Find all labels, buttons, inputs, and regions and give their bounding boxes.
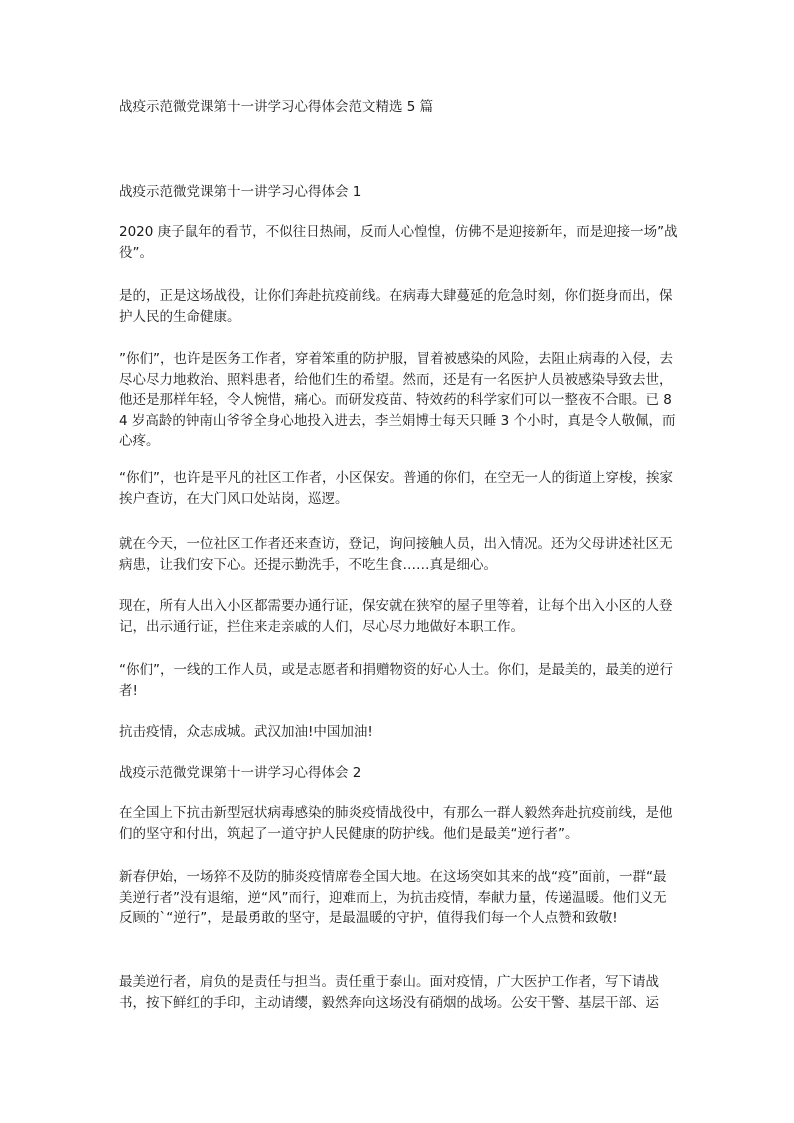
section-1-paragraph: “你们”，也许是平凡的社区工作者，小区保安。普通的你们，在空无一人的街道上穿梭，挨家挨户查访，在大门风口处站岗，巡逻。 bbox=[119, 470, 673, 507]
section-1-paragraph: ”你们”，也许是医务工作者，穿着笨重的防护服，冒着被感染的风险，去阻止病毒的入侵，去尽心尽力地救治、照料患者，给他们生的希望。然而，还是有一名医护人员被感染导致去世，他还是那样年轻，令人惋惜，痛心。而研发疫苗、特效药的科学家们可以一整夜不合眼。已 84 岁高龄的钟南山爷爷全身心地投入进去，李兰娟博士每天只睡 3 个小时，真是令人敬佩，而心疼。 bbox=[119, 351, 676, 449]
section-1-paragraph: “你们”，一线的工作人员，或是志愿者和捐赠物资的好心人士。你们，是最美的，最美的逆行者! bbox=[119, 662, 673, 699]
section-2-paragraph: 在全国上下抗击新型冠状病毒感染的肺炎疫情战役中，有那么一群人毅然奔赴抗疫前线，是他们的坚守和付出，筑起了一道守护人民健康的防护线。他们是最美“逆行者”。 bbox=[119, 805, 673, 842]
section-1-paragraph: 2020 庚子鼠年的看节，不似往日热闹，反而人心惶惶，仿佛不是迎接新年，而是迎接一场”战役”。 bbox=[119, 224, 678, 261]
section-1-paragraph: 是的，正是这场战役，让你们奔赴抗疫前线。在病毒大肆蔓延的危急时刻，你们挺身而出，保护人民的生命健康。 bbox=[119, 288, 673, 325]
section-1-paragraph: 现在，所有人出入小区都需要办通行证，保安就在狭窄的屋子里等着，让每个出入小区的人登记，出示通行证，拦住来走亲戚的人们，尽心尽力地做好本职工作。 bbox=[119, 598, 673, 635]
section-2-heading: 战疫示范微党课第十一讲学习心得体会 2 bbox=[119, 765, 362, 781]
section-1-paragraph: 抗击疫情，众志成城。武汉加油!中国加油! bbox=[119, 724, 373, 740]
section-1-heading: 战疫示范微党课第十一讲学习心得体会 1 bbox=[119, 184, 362, 200]
document-title: 战疫示范微党课第十一讲学习心得体会范文精选 5 篇 bbox=[119, 99, 434, 115]
section-1-paragraph: 就在今天，一位社区工作者还来查访，登记，询问接触人员，出入情况。还为父母讲述社区无病患，让我们安下心。还提示勤洗手，不吃生食……真是细心。 bbox=[119, 536, 673, 573]
section-2-paragraph: 最美逆行者，肩负的是责任与担当。责任重于泰山。面对疫情，广大医护工作者，写下请战书，按下鲜红的手印，主动请缨，毅然奔向这场没有硝烟的战场。公安干警、基层干部、运 bbox=[119, 974, 659, 1011]
section-2-paragraph: 新春伊始，一场猝不及防的肺炎疫情席卷全国大地。在这场突如其来的战“疫”面前，一群“最美逆行者”没有退缩，逆“风”而行，迎难而上，为抗击疫情，奉献力量，传递温暖。他们义无反顾的`“逆行”，是最勇敢的坚守，是最温暖的守护，值得我们每一个人点赞和致敬! bbox=[119, 869, 667, 926]
